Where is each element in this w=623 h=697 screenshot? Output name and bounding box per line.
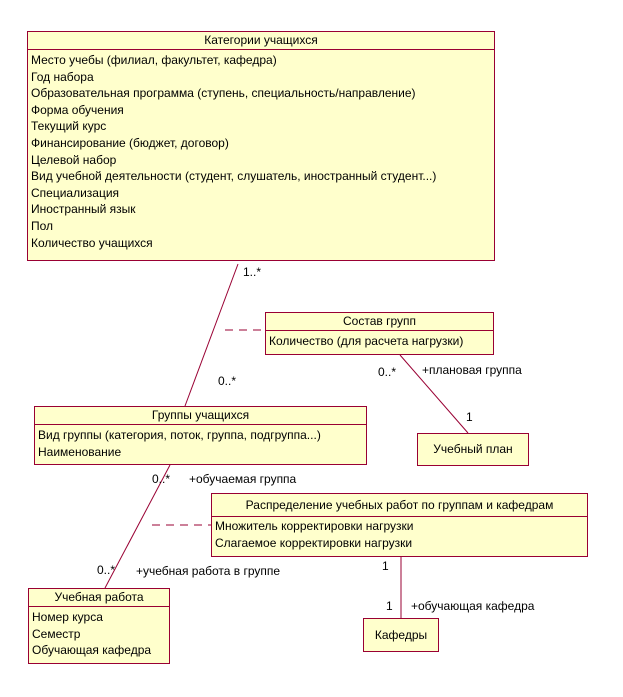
class-title: Распределение учебных работ по группам и кафедрам [212,494,587,517]
class-attribute: Вид группы (категория, поток, группа, подгруппа...) [38,428,321,442]
class-attribute: Множитель корректировки нагрузки [215,519,414,533]
multiplicity-label: 0..* [218,374,237,388]
class-attribute: Иностранный язык [31,202,136,217]
multiplicity-label: 1 [382,559,389,573]
multiplicity-label: 1 [466,410,473,424]
multiplicity-label: 0..* [152,472,171,486]
class-title: Категории учащихся [28,32,494,50]
class-attribute: Специализация [31,185,120,200]
class-attribute: Количество (для расчета нагрузки) [269,334,464,348]
class-attribute: Наименование [38,444,122,459]
class-attribute: Образовательная программа (ступень, специальность/направление) [31,86,416,101]
class-attribute: Текущий курс [31,119,107,134]
class-attribute: Слагаемое корректировки нагрузки [215,535,413,550]
class-title: Учебная работа [29,589,169,607]
class-attribute: Место учебы (филиал, факультет, кафедра) [31,53,277,67]
multiplicity-label: 1..* [243,265,262,279]
class-attribute: Количество учащихся [31,235,153,250]
role-label: +обучающая кафедра [411,599,535,613]
class-student-categories[interactable] [27,31,495,261]
class-title: Группы учащихся [35,407,366,425]
class-attribute: Год набора [31,69,94,84]
class-title: Состав групп [266,313,493,331]
class-attribute: Финансирование (бюджет, договор) [31,135,229,150]
class-group-composition[interactable] [265,312,494,355]
class-attribute: Форма обучения [31,102,124,117]
class-attribute: Целевой набор [31,152,117,167]
class-departments[interactable] [363,618,439,652]
class-attribute: Вид учебной деятельности (студент, слушатель, иностранный студент...) [31,169,437,184]
multiplicity-label: 0..* [97,563,116,577]
class-attribute: Обучающая кафедра [32,643,152,658]
class-attribute: Номер курса [32,610,103,624]
class-attribute: Пол [31,218,54,233]
multiplicity-label: 0..* [378,365,397,379]
class-curriculum[interactable] [417,433,529,466]
class-academic-work[interactable] [28,588,170,664]
class-student-groups[interactable] [34,406,367,465]
class-work-distribution[interactable] [211,493,588,557]
multiplicity-label: 1 [386,599,393,613]
role-label: +плановая группа [422,363,522,377]
role-label: +обучаемая группа [189,472,297,486]
role-label: +учебная работа в группе [136,564,281,578]
class-title: Учебный план [433,442,513,456]
class-attribute: Семестр [32,626,81,641]
class-title: Кафедры [374,628,428,642]
